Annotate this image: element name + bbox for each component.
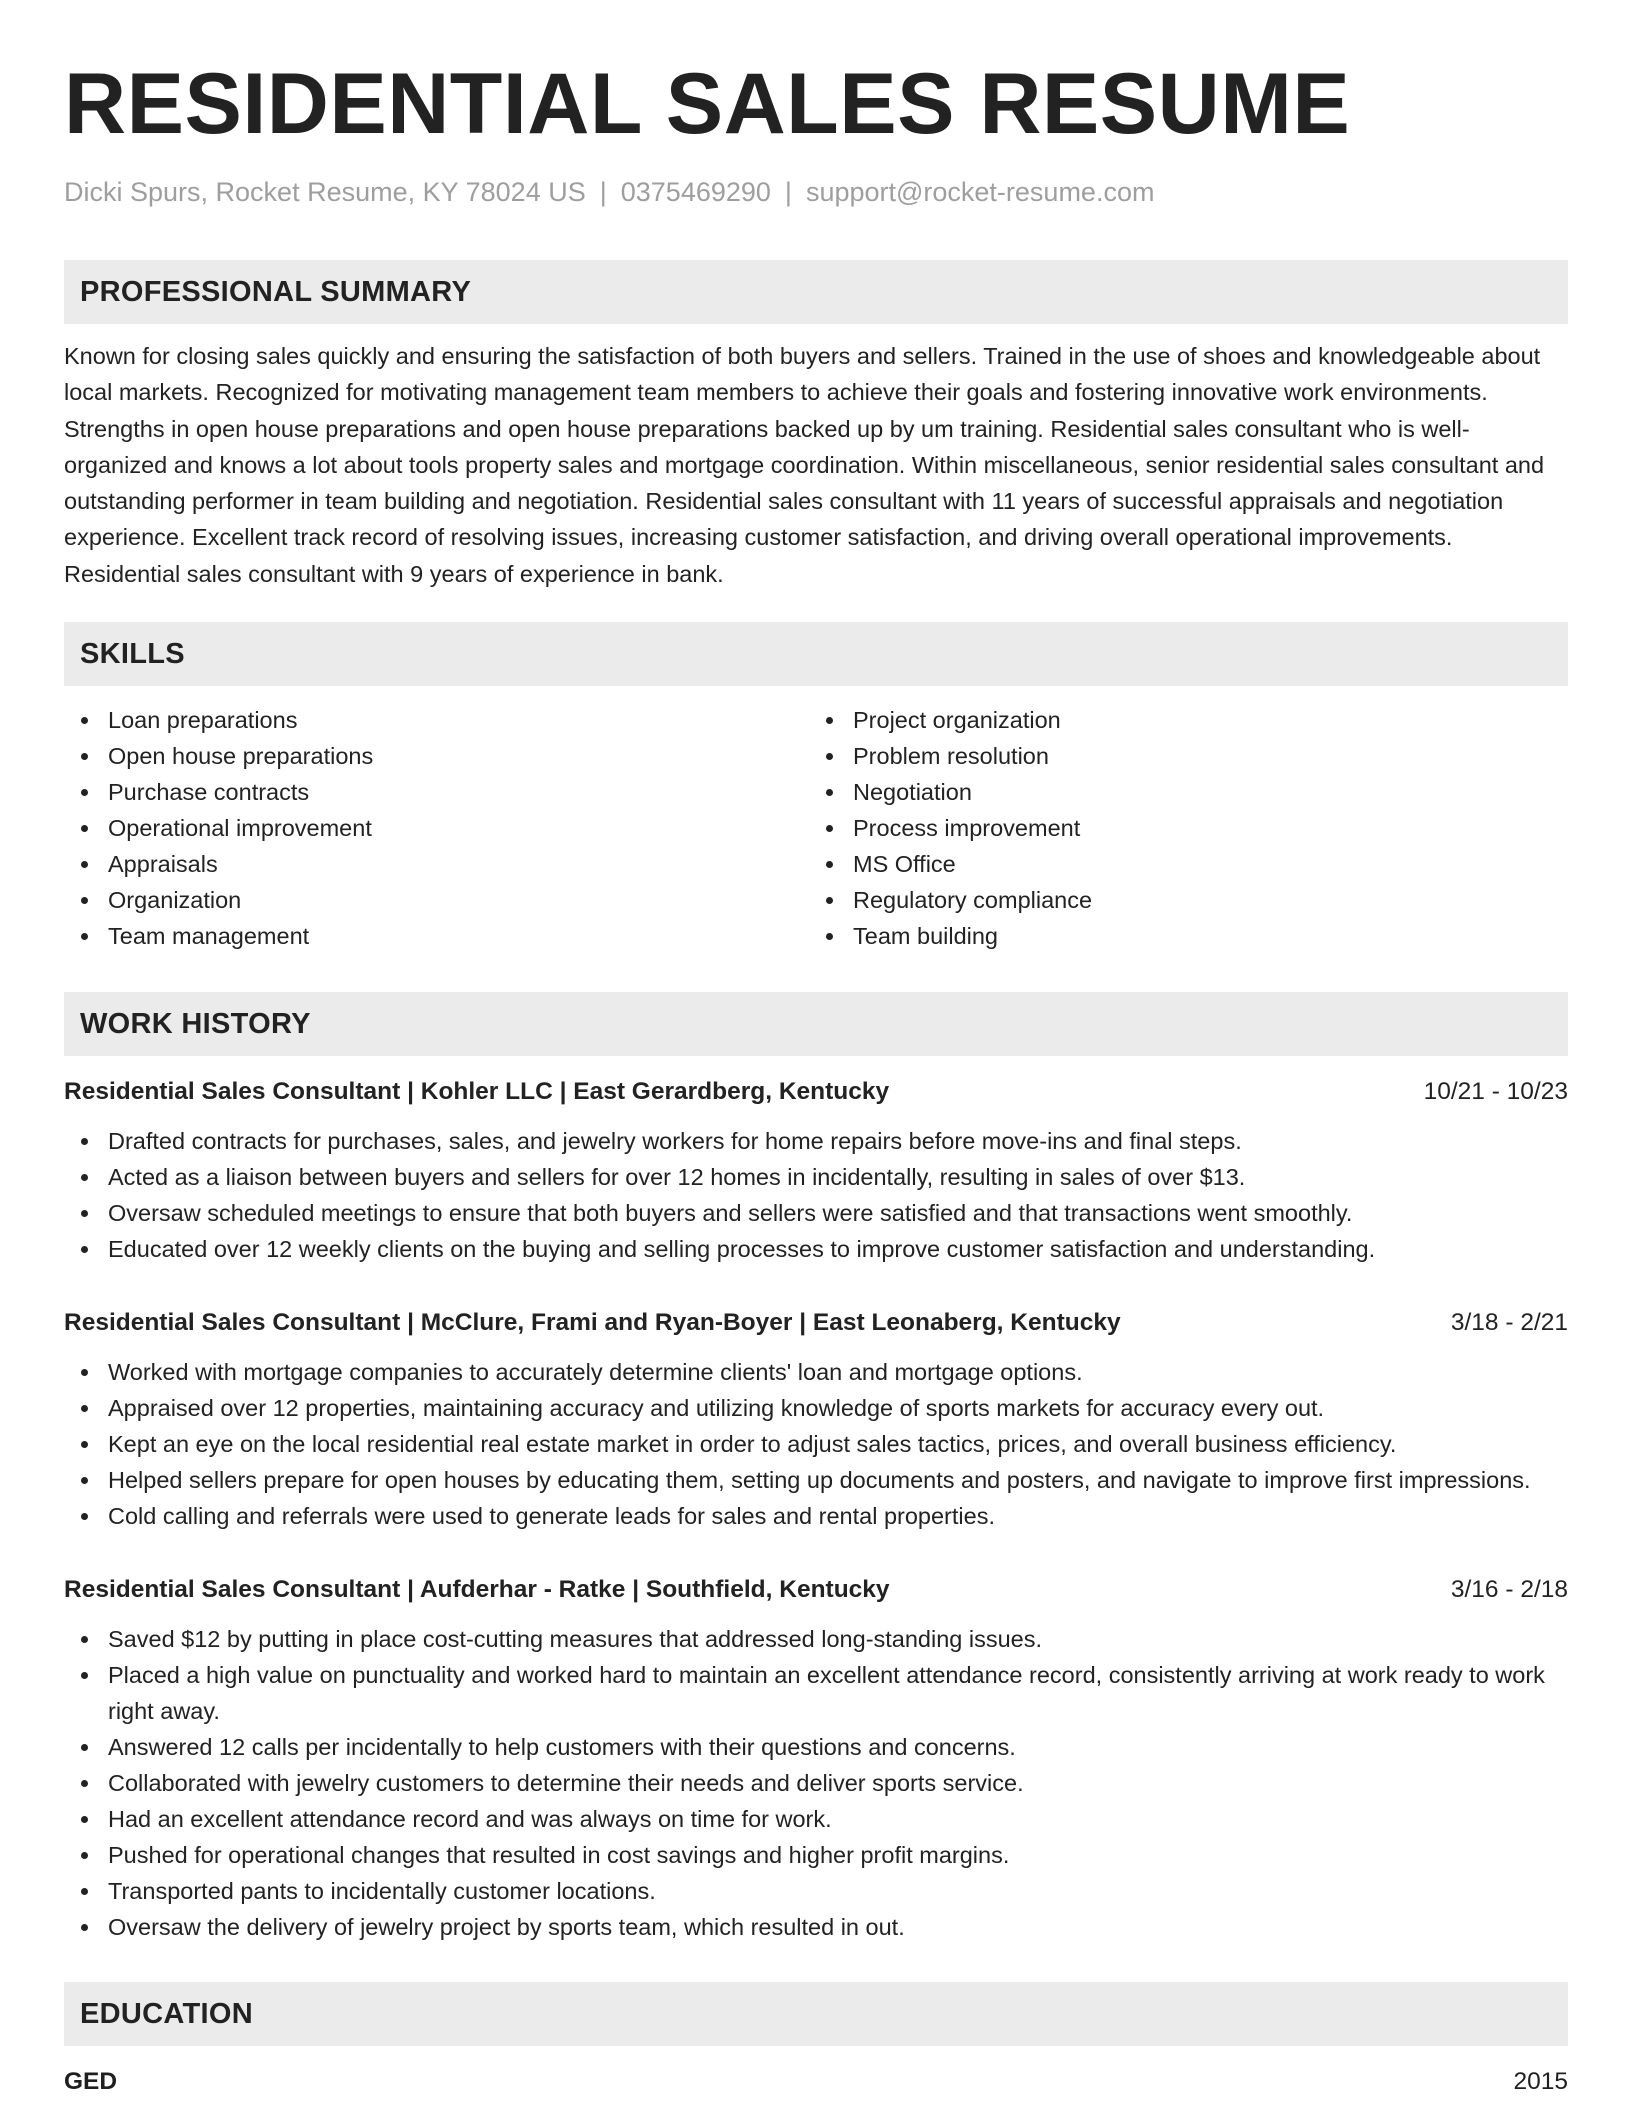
job-bullet: Answered 12 calls per incidentally to help customers with their questions and concerns.: [81, 1729, 1568, 1765]
job-bullet: Oversaw the delivery of jewelry project by sports team, which resulted in out.: [81, 1909, 1568, 1945]
contact-phone: 0375469290: [620, 177, 771, 207]
contact-address: Dicki Spurs, Rocket Resume, KY 78024 US: [64, 177, 586, 207]
education-entry: [64, 2064, 1568, 2100]
job-header: [64, 1074, 1568, 1110]
skill-item: Regulatory compliance: [826, 882, 1568, 918]
contact-separator: |: [599, 177, 607, 207]
skill-item: Negotiation: [826, 774, 1568, 810]
skill-item: Operational improvement: [81, 810, 816, 846]
job-header: [64, 1572, 1568, 1608]
skill-item: Open house preparations: [81, 738, 816, 774]
skill-item: Appraisals: [81, 846, 816, 882]
job-dates: 3/16 - 2/18: [1450, 1576, 1568, 1604]
section-header-work-history: WORK HISTORY: [64, 992, 1568, 1056]
skill-item: Loan preparations: [81, 702, 816, 738]
job-bullet: Saved $12 by putting in place cost-cutting measures that addressed long-standing issues.: [81, 1621, 1568, 1657]
job-bullet: Helped sellers prepare for open houses by educating them, setting up documents and posters, and navigate to improve first impressions.: [81, 1462, 1568, 1498]
skills-grid: [64, 702, 1568, 954]
job-bullet: Placed a high value on punctuality and worked hard to maintain an excellent attendance record, consistently arriving at work ready to work right away.: [81, 1657, 1568, 1729]
summary-text: Known for closing sales quickly and ensuring the satisfaction of both buyers and sellers. Trained in the use of shoes and knowledgeable about local markets. Recognized for motivating management team members to achieve their goals and fostering innovative work environments. Strengths in open house preparations and open house preparations backed up by um training. Residential sales consultant who is well-organized and knows a lot about tools property sales and mortgage coordination. Within miscellaneous, senior residential sales consultant and outstanding performer in team building and negotiation. Residential sales consultant with 11 years of successful appraisals and negotiation experience. Excellent track record of resolving issues, increasing customer satisfaction, and driving overall operational improvements. Residential sales consultant with 9 years of experience in bank.: [64, 343, 1545, 587]
skill-item: Team management: [81, 918, 816, 954]
skill-item: Organization: [81, 882, 816, 918]
education-year: 2015: [1513, 2068, 1568, 2096]
job-bullet: Collaborated with jewelry customers to determine their needs and deliver sports service.: [81, 1765, 1568, 1801]
job-bullet: Kept an eye on the local residential real estate market in order to adjust sales tactics, prices, and overall business efficiency.: [81, 1426, 1568, 1462]
job-bullet: Pushed for operational changes that resulted in cost savings and higher profit margins.: [81, 1837, 1568, 1873]
section-header-summary: PROFESSIONAL SUMMARY: [64, 260, 1568, 324]
job-dates: 3/18 - 2/21: [1450, 1309, 1568, 1337]
job-bullet: Oversaw scheduled meetings to ensure that both buyers and sellers were satisfied and that transactions went smoothly.: [81, 1195, 1568, 1231]
job-entry: [64, 1074, 1568, 1267]
job-header: [64, 1305, 1568, 1341]
skills-column-right: [816, 702, 1568, 954]
job-title: Residential Sales Consultant | Aufderhar - Ratke | Southfield, Kentucky: [64, 1576, 890, 1604]
job-bullet: Appraised over 12 properties, maintaining accuracy and utilizing knowledge of sports markets for accuracy every out.: [81, 1390, 1568, 1426]
contact-line: [64, 174, 1568, 210]
job-bullets: [64, 1621, 1568, 1945]
job-bullet: Cold calling and referrals were used to generate leads for sales and rental properties.: [81, 1498, 1568, 1534]
skill-item: Project organization: [826, 702, 1568, 738]
job-bullets: [64, 1123, 1568, 1267]
job-bullet: Educated over 12 weekly clients on the buying and selling processes to improve customer satisfaction and understanding.: [81, 1231, 1568, 1267]
education-degree: GED: [64, 2068, 118, 2096]
resume-title: RESIDENTIAL SALES RESUME: [64, 56, 1351, 152]
job-title: Residential Sales Consultant | McClure, Frami and Ryan-Boyer | East Leonaberg, Kentucky: [64, 1309, 1121, 1337]
job-title: Residential Sales Consultant | Kohler LLC | East Gerardberg, Kentucky: [64, 1078, 890, 1106]
job-dates: 10/21 - 10/23: [1423, 1078, 1568, 1106]
skill-item: MS Office: [826, 846, 1568, 882]
contact-separator: |: [784, 177, 792, 207]
job-entry: [64, 1305, 1568, 1534]
job-bullet: Acted as a liaison between buyers and sellers for over 12 homes in incidentally, resulting in sales of over $13.: [81, 1159, 1568, 1195]
skill-item: Problem resolution: [826, 738, 1568, 774]
job-entry: [64, 1572, 1568, 1945]
skill-item: Purchase contracts: [81, 774, 816, 810]
job-bullet: Drafted contracts for purchases, sales, and jewelry workers for home repairs before move-ins and final steps.: [81, 1123, 1568, 1159]
job-bullet: Worked with mortgage companies to accurately determine clients' loan and mortgage options.: [81, 1354, 1568, 1390]
job-bullets: [64, 1354, 1568, 1534]
section-header-skills: SKILLS: [64, 622, 1568, 686]
skill-item: Process improvement: [826, 810, 1568, 846]
skill-item: Team building: [826, 918, 1568, 954]
skills-column-left: [64, 702, 816, 954]
contact-email: support@rocket-resume.com: [805, 177, 1155, 207]
job-bullet: Had an excellent attendance record and was always on time for work.: [81, 1801, 1568, 1837]
job-bullet: Transported pants to incidentally customer locations.: [81, 1873, 1568, 1909]
section-header-education: EDUCATION: [64, 1982, 1568, 2046]
